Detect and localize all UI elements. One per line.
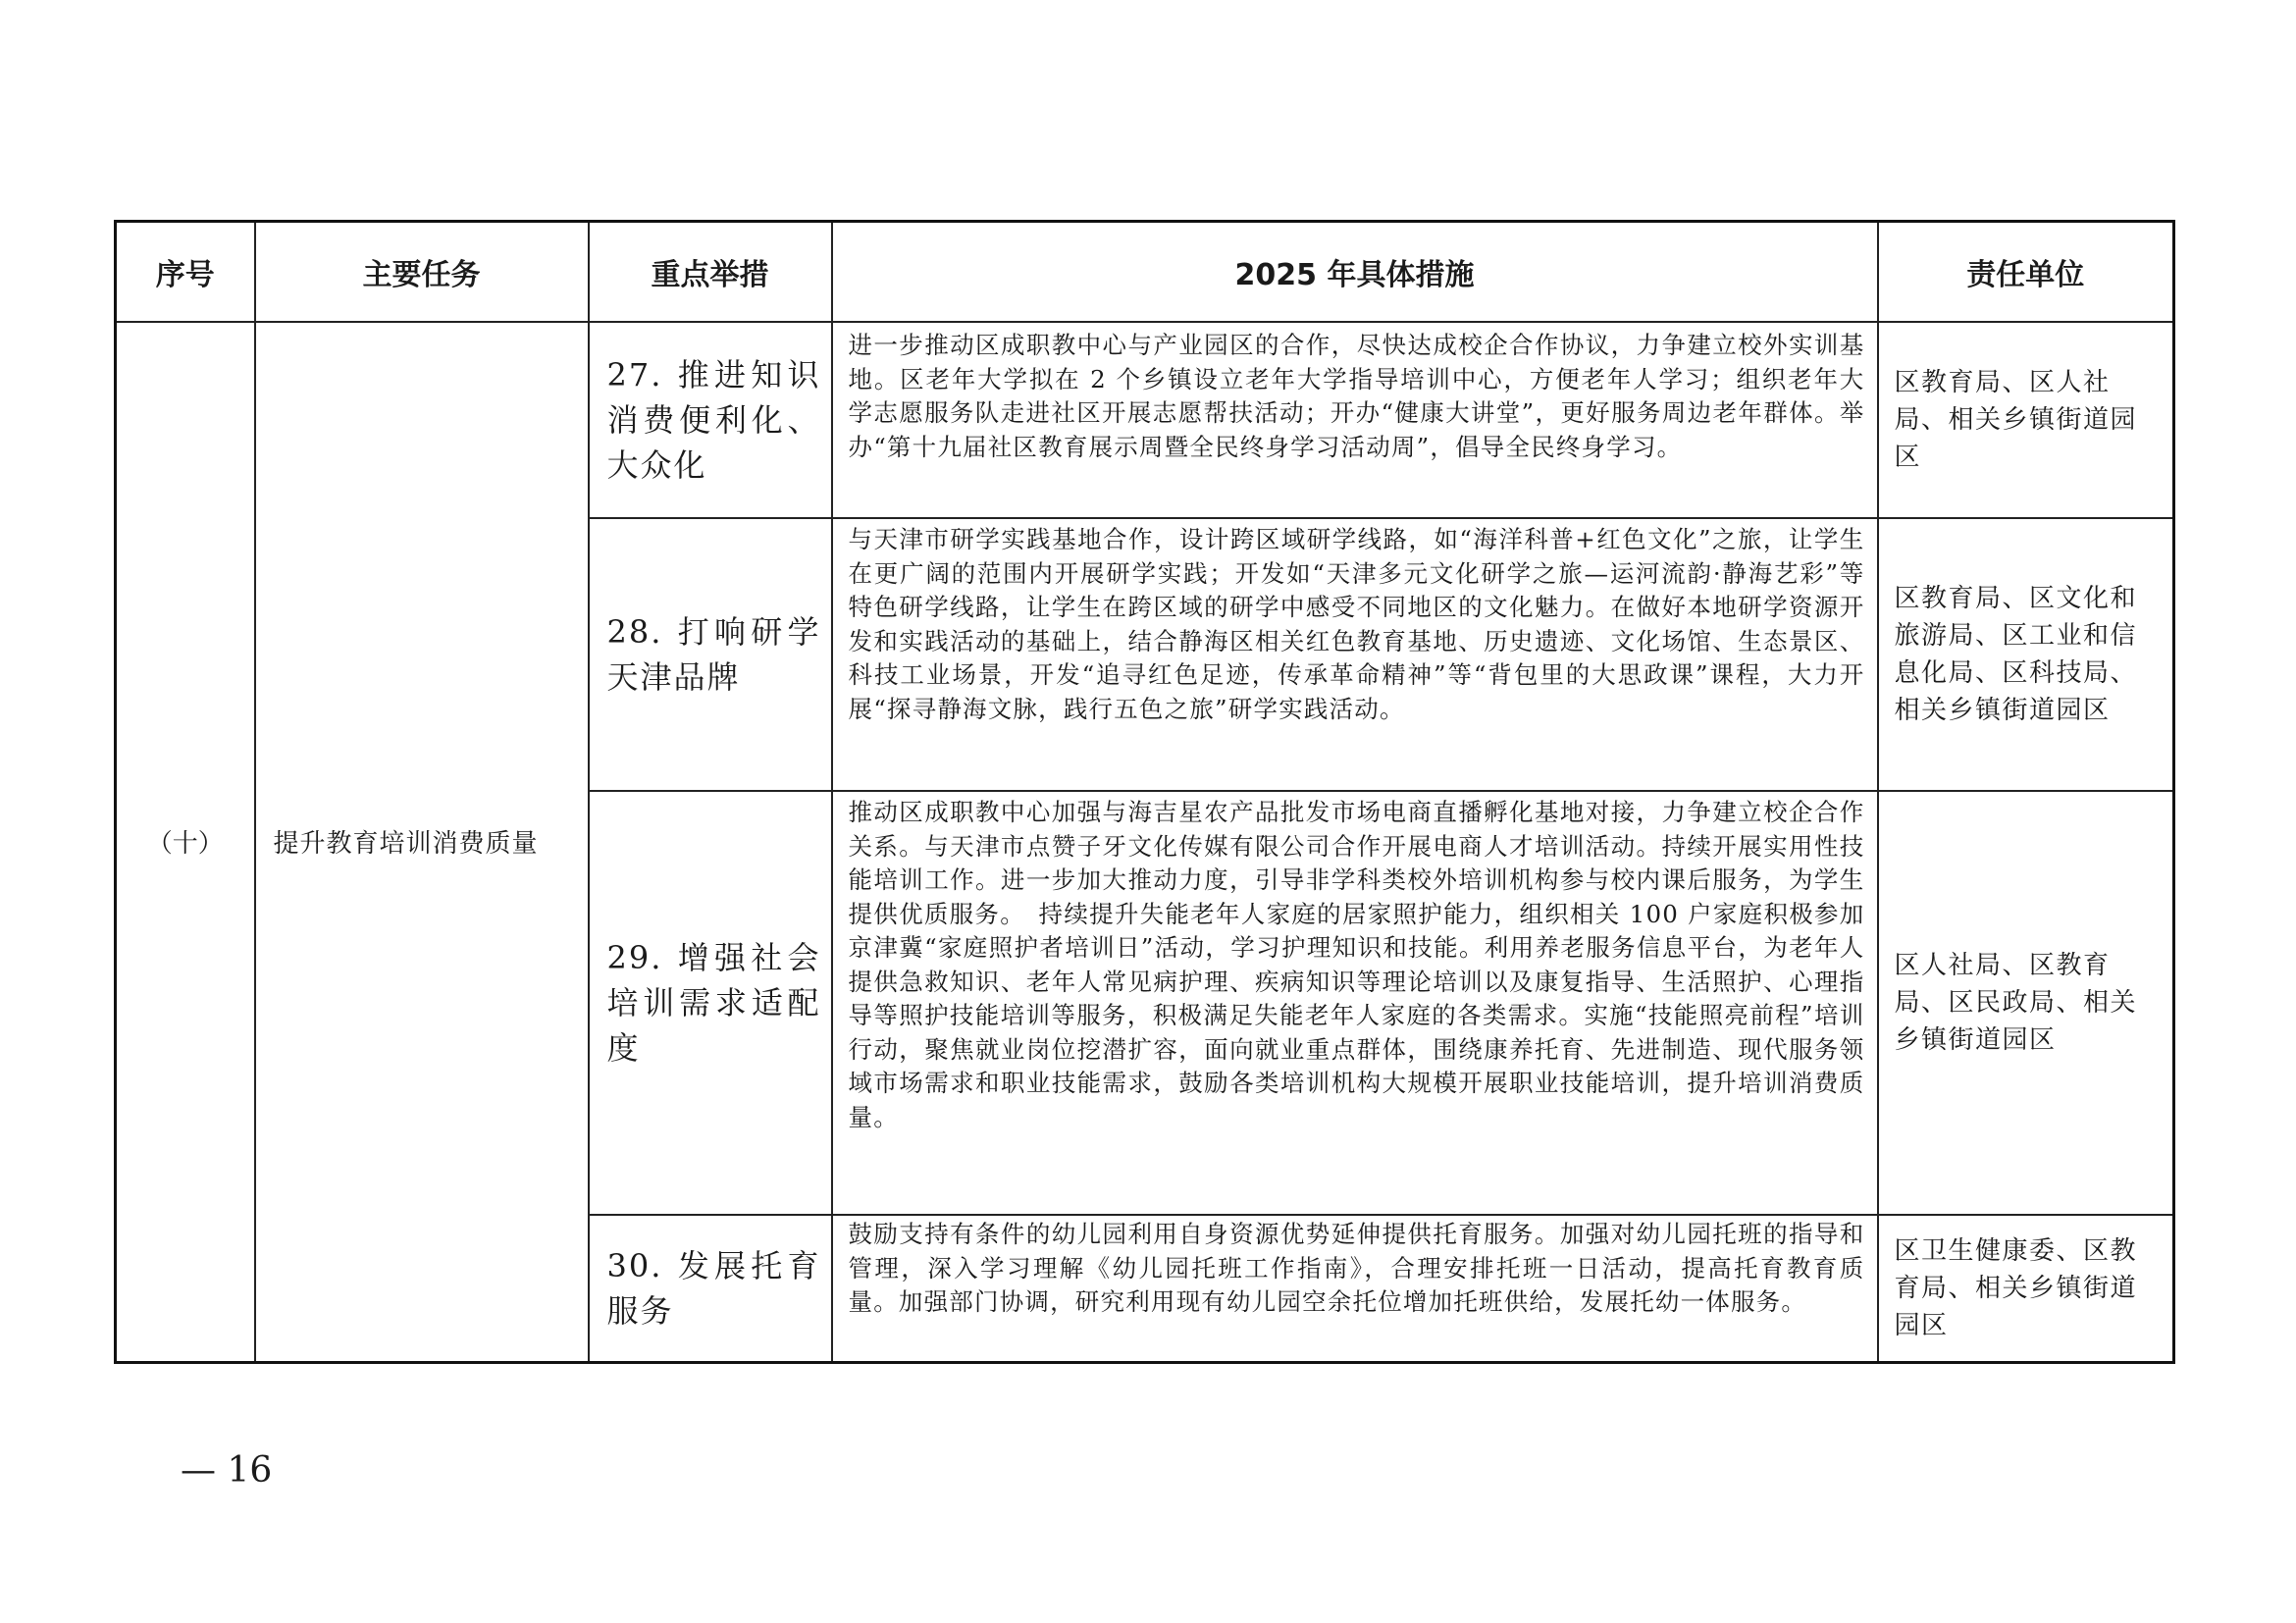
page-number: — 16: [181, 1450, 273, 1491]
measures-table: [114, 220, 2175, 1364]
row-detail: 进一步推动区成职教中心与产业园区的合作，尽快达成校企合作协议，力争建立校外实训基地。区老年大学拟在 2 个乡镇设立老年大学指导培训中心，方便老年人学习；组织老年大学志愿服务队走进社区开展志愿帮扶活动；开办“健康大讲堂”，更好服务周边老年群体。举办“第十九届社区教育展示周暨全民终身学习活动周”，倡导全民终身学习。: [832, 322, 1878, 518]
row-measure: 30. 发展托育服务: [589, 1215, 832, 1362]
header-task: 主要任务: [255, 222, 589, 323]
table-row: [116, 322, 2174, 518]
header-index: 序号: [116, 222, 255, 323]
group-index: （十）: [116, 322, 255, 1362]
group-task: 提升教育培训消费质量: [255, 322, 589, 1362]
row-detail: 推动区成职教中心加强与海吉星农产品批发市场电商直播孵化基地对接，力争建立校企合作关系。与天津市点赞子牙文化传媒有限公司合作开展电商人才培训活动。持续开展实用性技能培训工作。进一步加大推动力度，引导非学科类校外培训机构参与校内课后服务，为学生提供优质服务。 持续提升失能老年人家庭的居家照护能力，组织相关 100 户家庭积极参加京津冀“家庭照护者培训日”活动，学习护理知识和技能。利用养老服务信息平台，为老年人提供急救知识、老年人常见病护理、疾病知识等理论培训以及康复指导、生活照护、心理指导等照护技能培训等服务，积极满足失能老年人家庭的各类需求。实施“技能照亮前程”培训行动，聚焦就业岗位挖潜扩容，面向就业重点群体，围绕康养托育、先进制造、现代服务领域市场需求和职业技能需求，鼓励各类培训机构大规模开展职业技能培训，提升培训消费质量。: [832, 791, 1878, 1215]
header-detail: 2025 年具体措施: [832, 222, 1878, 323]
row-measure: 28. 打响研学天津品牌: [589, 518, 832, 791]
header-unit: 责任单位: [1878, 222, 2174, 323]
row-unit: 区人社局、区教育局、区民政局、相关乡镇街道园区: [1878, 791, 2174, 1215]
row-measure: 27. 推进知识消费便利化、大众化: [589, 322, 832, 518]
row-detail: 鼓励支持有条件的幼儿园利用自身资源优势延伸提供托育服务。加强对幼儿园托班的指导和管理，深入学习理解《幼儿园托班工作指南》，合理安排托班一日活动，提高托育教育质量。加强部门协调，研究利用现有幼儿园空余托位增加托班供给，发展托幼一体服务。: [832, 1215, 1878, 1362]
row-unit: 区卫生健康委、区教育局、相关乡镇街道园区: [1878, 1215, 2174, 1362]
row-unit: 区教育局、区人社局、相关乡镇街道园区: [1878, 322, 2174, 518]
row-detail: 与天津市研学实践基地合作，设计跨区域研学线路，如“海洋科普+红色文化”之旅，让学生在更广阔的范围内开展研学实践；开发如“天津多元文化研学之旅—运河流韵·静海艺彩”等特色研学线路，让学生在跨区域的研学中感受不同地区的文化魅力。在做好本地研学资源开发和实践活动的基础上，结合静海区相关红色教育基地、历史遗迹、文化场馆、生态景区、科技工业场景，开发“追寻红色足迹，传承革命精神”等“背包里的大思政课”课程，大力开展“探寻静海文脉，践行五色之旅”研学实践活动。: [832, 518, 1878, 791]
header-measure: 重点举措: [589, 222, 832, 323]
row-unit: 区教育局、区文化和旅游局、区工业和信息化局、区科技局、相关乡镇街道园区: [1878, 518, 2174, 791]
table-header-row: [116, 222, 2174, 323]
row-measure: 29. 增强社会培训需求适配度: [589, 791, 832, 1215]
